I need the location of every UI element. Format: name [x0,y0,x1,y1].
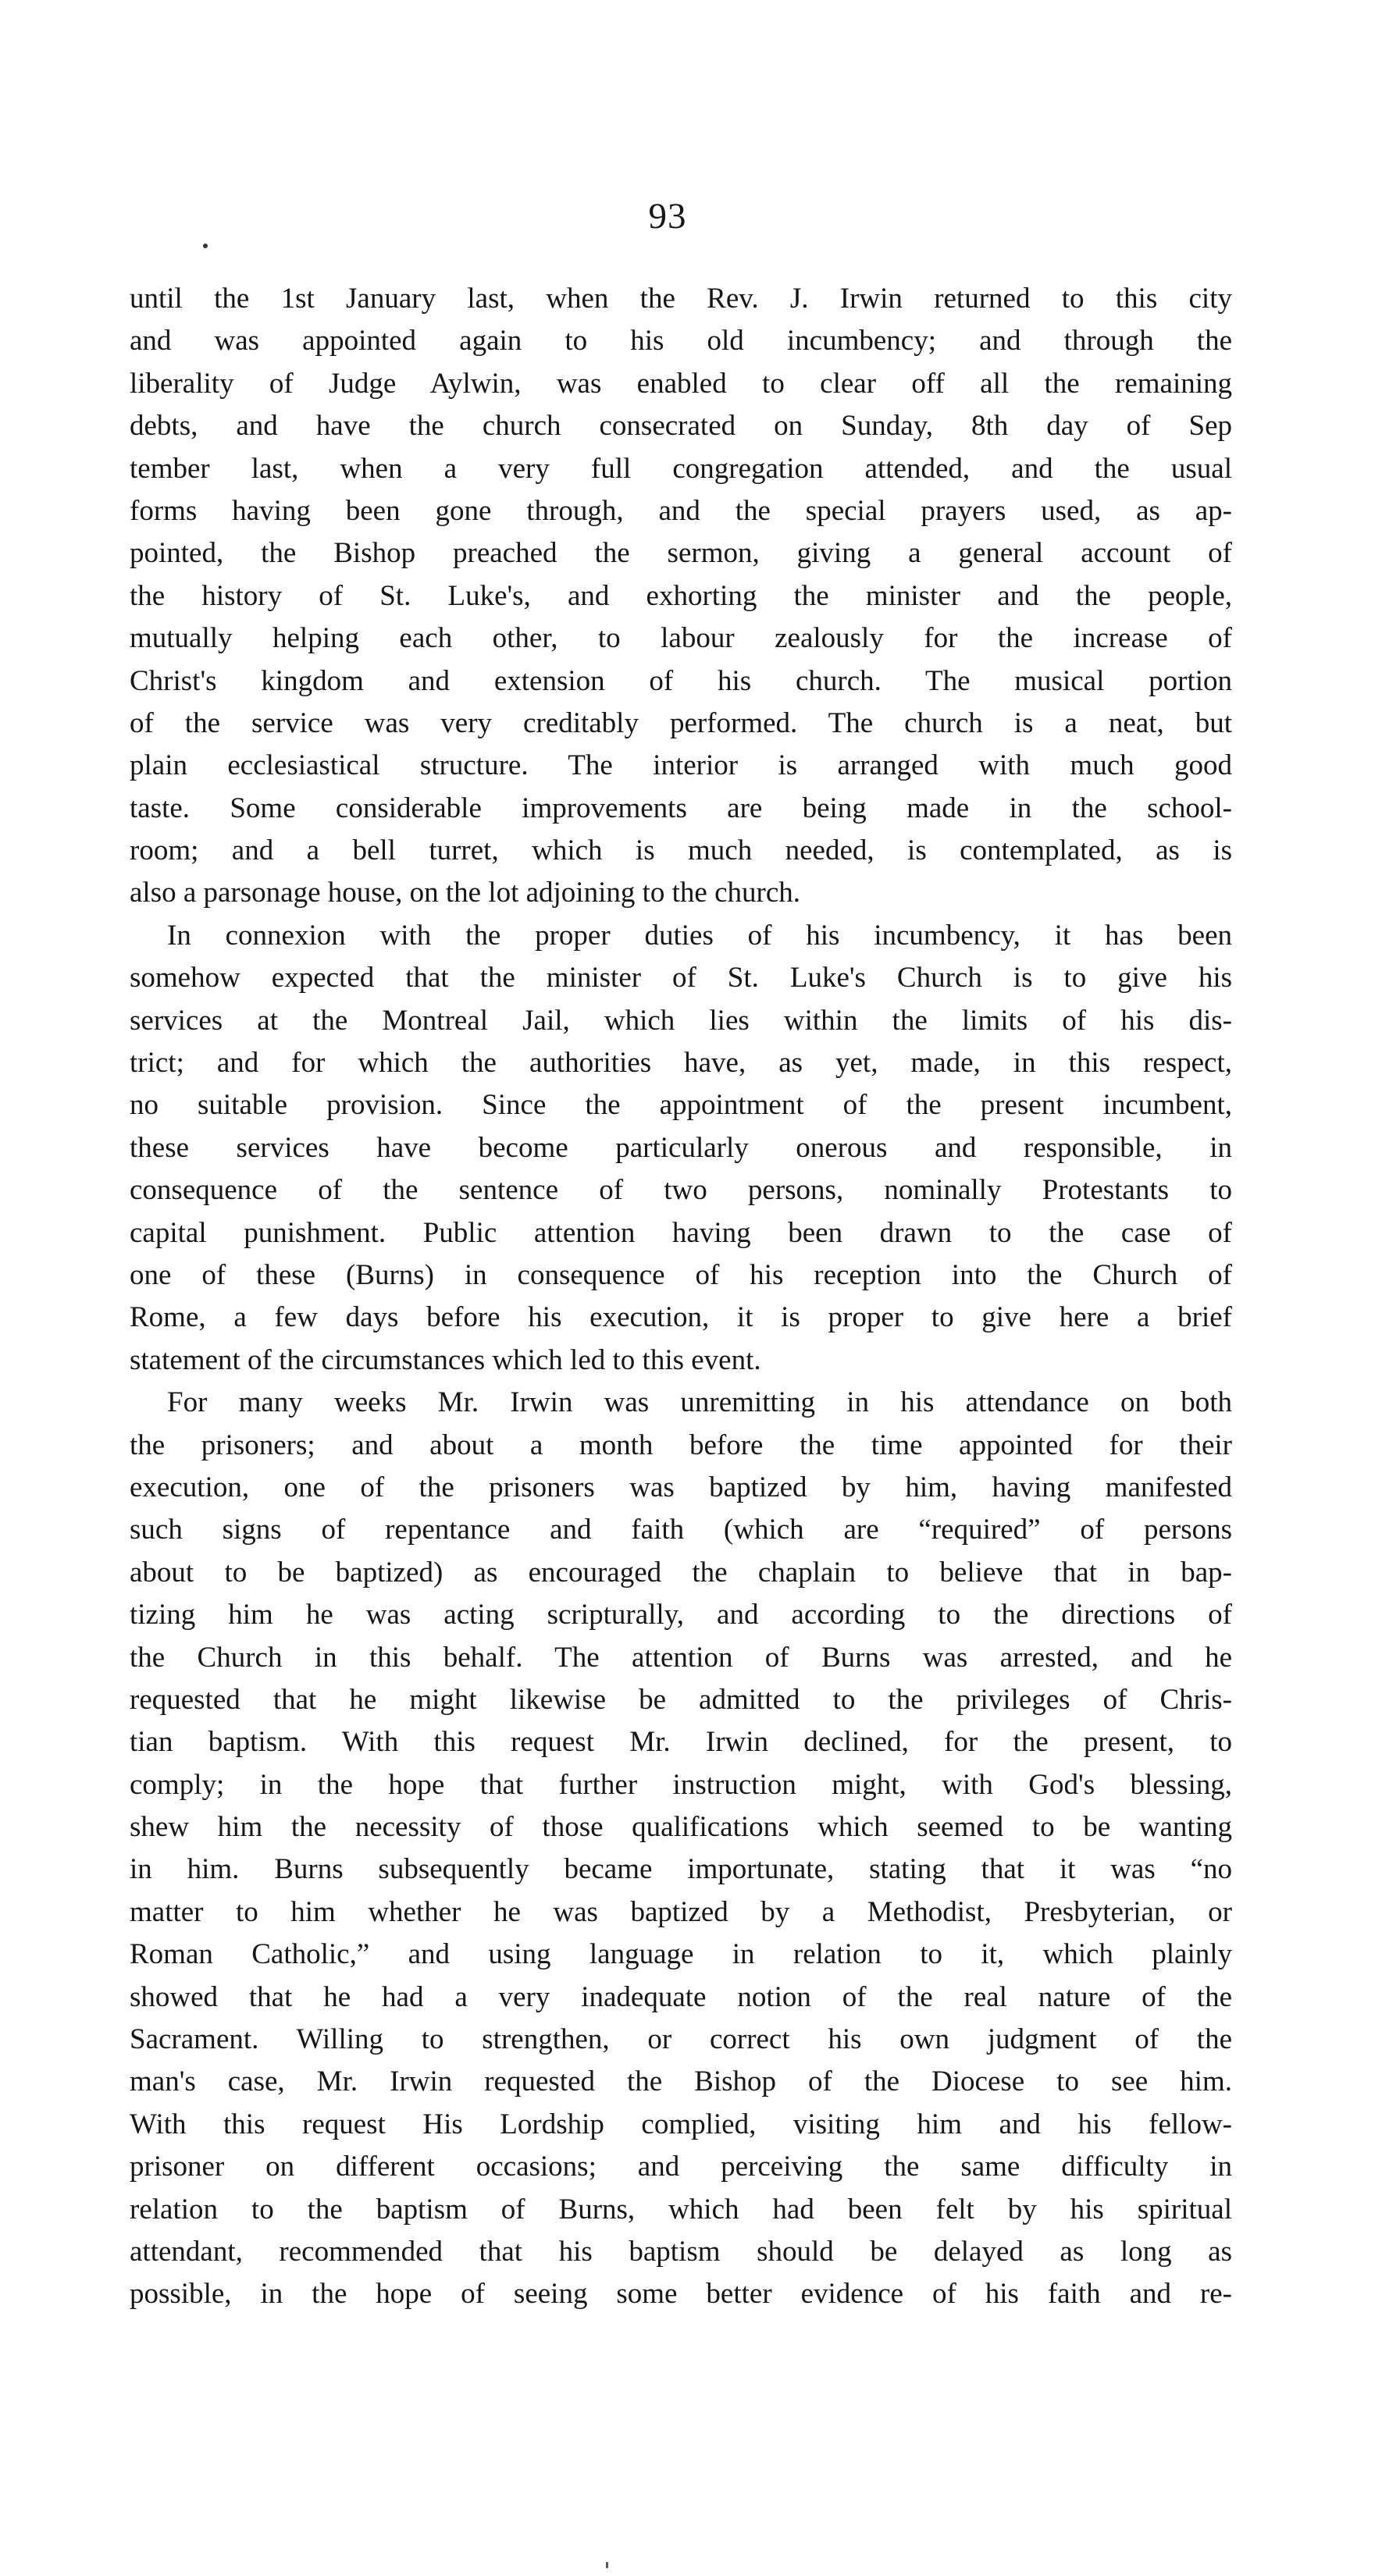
text-line: mutually helping each other, to labour zealously for the increase of [130,622,1232,655]
text-line: of the service was very creditably performed. The church is a neat, but [130,706,1232,739]
text-line: Christ's kingdom and extension of his church. The musical portion [130,664,1232,697]
text-line: consequence of the sentence of two persons, nominally Protestants to [130,1174,1232,1207]
text-line: plain ecclesiastical structure. The interior is arranged with much good [130,749,1232,782]
text-line: tizing him he was acting scripturally, and according to the directions of [130,1599,1232,1631]
text-line: until the 1st January last, when the Rev. J. Irwin returned to this city [130,283,1232,315]
text-line: one of these (Burns) in consequence of his reception into the Church of [130,1258,1232,1291]
text-line: also a parsonage house, on the lot adjoining to the church. [130,877,801,909]
text-line: man's case, Mr. Irwin requested the Bishop of the Diocese to see him. [130,2065,1232,2098]
text-line: in him. Burns subsequently became importunate, stating that it was “no [130,1853,1232,1886]
text-line: tian baptism. With this request Mr. Irwin declined, for the present, to [130,1726,1232,1759]
text-line: statement of the circumstances which led to this event. [130,1343,761,1376]
text-line: room; and a bell turret, which is much needed, is contemplated, as is [130,834,1232,867]
text-line: taste. Some considerable improvements are being made in the school- [130,792,1232,824]
text-line: prisoner on different occasions; and perceiving the same difficulty in [130,2151,1232,2183]
page-number: 93 [648,196,687,237]
paragraph-1 [130,278,1232,915]
text-line: no suitable provision. Since the appointment of the present incumbent, [130,1089,1232,1122]
text-line: tember last, when a very full congregation attended, and the usual [130,452,1232,485]
text-line: these services have become particularly onerous and responsible, in [130,1131,1232,1164]
text-line: trict; and for which the authorities have, as yet, made, in this respect, [130,1047,1232,1080]
text-line: such signs of repentance and faith (which are “required” of persons [130,1514,1232,1546]
body-text [130,278,1232,2316]
text-line: liberality of Judge Aylwin, was enabled to clear off all the remaining [130,367,1232,400]
text-line: the Church in this behalf. The attention of Burns was arrested, and he [130,1641,1232,1674]
text-line: the prisoners; and about a month before the time appointed for their [130,1429,1232,1461]
text-line: somehow expected that the minister of St. Luke's Church is to give his [130,962,1232,994]
text-line: attendant, recommended that his baptism should be delayed as long as [130,2235,1232,2268]
paragraph-3 [130,1382,1232,2316]
text-line: and was appointed again to his old incumbency; and through the [130,325,1232,358]
text-line: pointed, the Bishop preached the sermon, giving a general account of [130,537,1232,570]
text-line: In connexion with the proper duties of his incumbency, it has been [167,919,1232,952]
text-line: possible, in the hope of seeing some better evidence of his faith and re- [130,2278,1232,2311]
text-line: capital punishment. Public attention having been drawn to the case of [130,1216,1232,1249]
text-line: the history of St. Luke's, and exhorting the minister and the people, [130,579,1232,612]
text-line: For many weeks Mr. Irwin was unremitting in his attendance on both [167,1386,1232,1419]
paragraph-2 [130,915,1232,1382]
stray-mark-top [203,244,208,248]
text-line: relation to the baptism of Burns, which had been felt by his spiritual [130,2193,1232,2226]
text-line: forms having been gone through, and the special prayers used, as ap- [130,494,1232,527]
text-line: With this request His Lordship complied, visiting him and his fellow- [130,2108,1232,2140]
text-line: Rome, a few days before his execution, it is proper to give here a brief [130,1301,1232,1334]
stray-mark-bottom [606,2562,608,2568]
text-line: execution, one of the prisoners was baptized by him, having manifested [130,1471,1232,1503]
text-line: about to be baptized) as encouraged the chaplain to believe that in bap- [130,1556,1232,1589]
text-line: debts, and have the church consecrated on Sunday, 8th day of Sep [130,410,1232,443]
text-line: comply; in the hope that further instruction might, with God's blessing, [130,1768,1232,1801]
text-line: services at the Montreal Jail, which lies within the limits of his dis- [130,1004,1232,1037]
text-line: Roman Catholic,” and using language in relation to it, which plainly [130,1938,1232,1971]
text-line: Sacrament. Willing to strengthen, or correct his own judgment of the [130,2023,1232,2056]
text-line: showed that he had a very inadequate notion of the real nature of the [130,1980,1232,2013]
text-line: matter to him whether he was baptized by a Methodist, Presbyterian, or [130,1895,1232,1928]
text-line: shew him the necessity of those qualifications which seemed to be wanting [130,1811,1232,1844]
text-line: requested that he might likewise be admitted to the privileges of Chris- [130,1683,1232,1716]
